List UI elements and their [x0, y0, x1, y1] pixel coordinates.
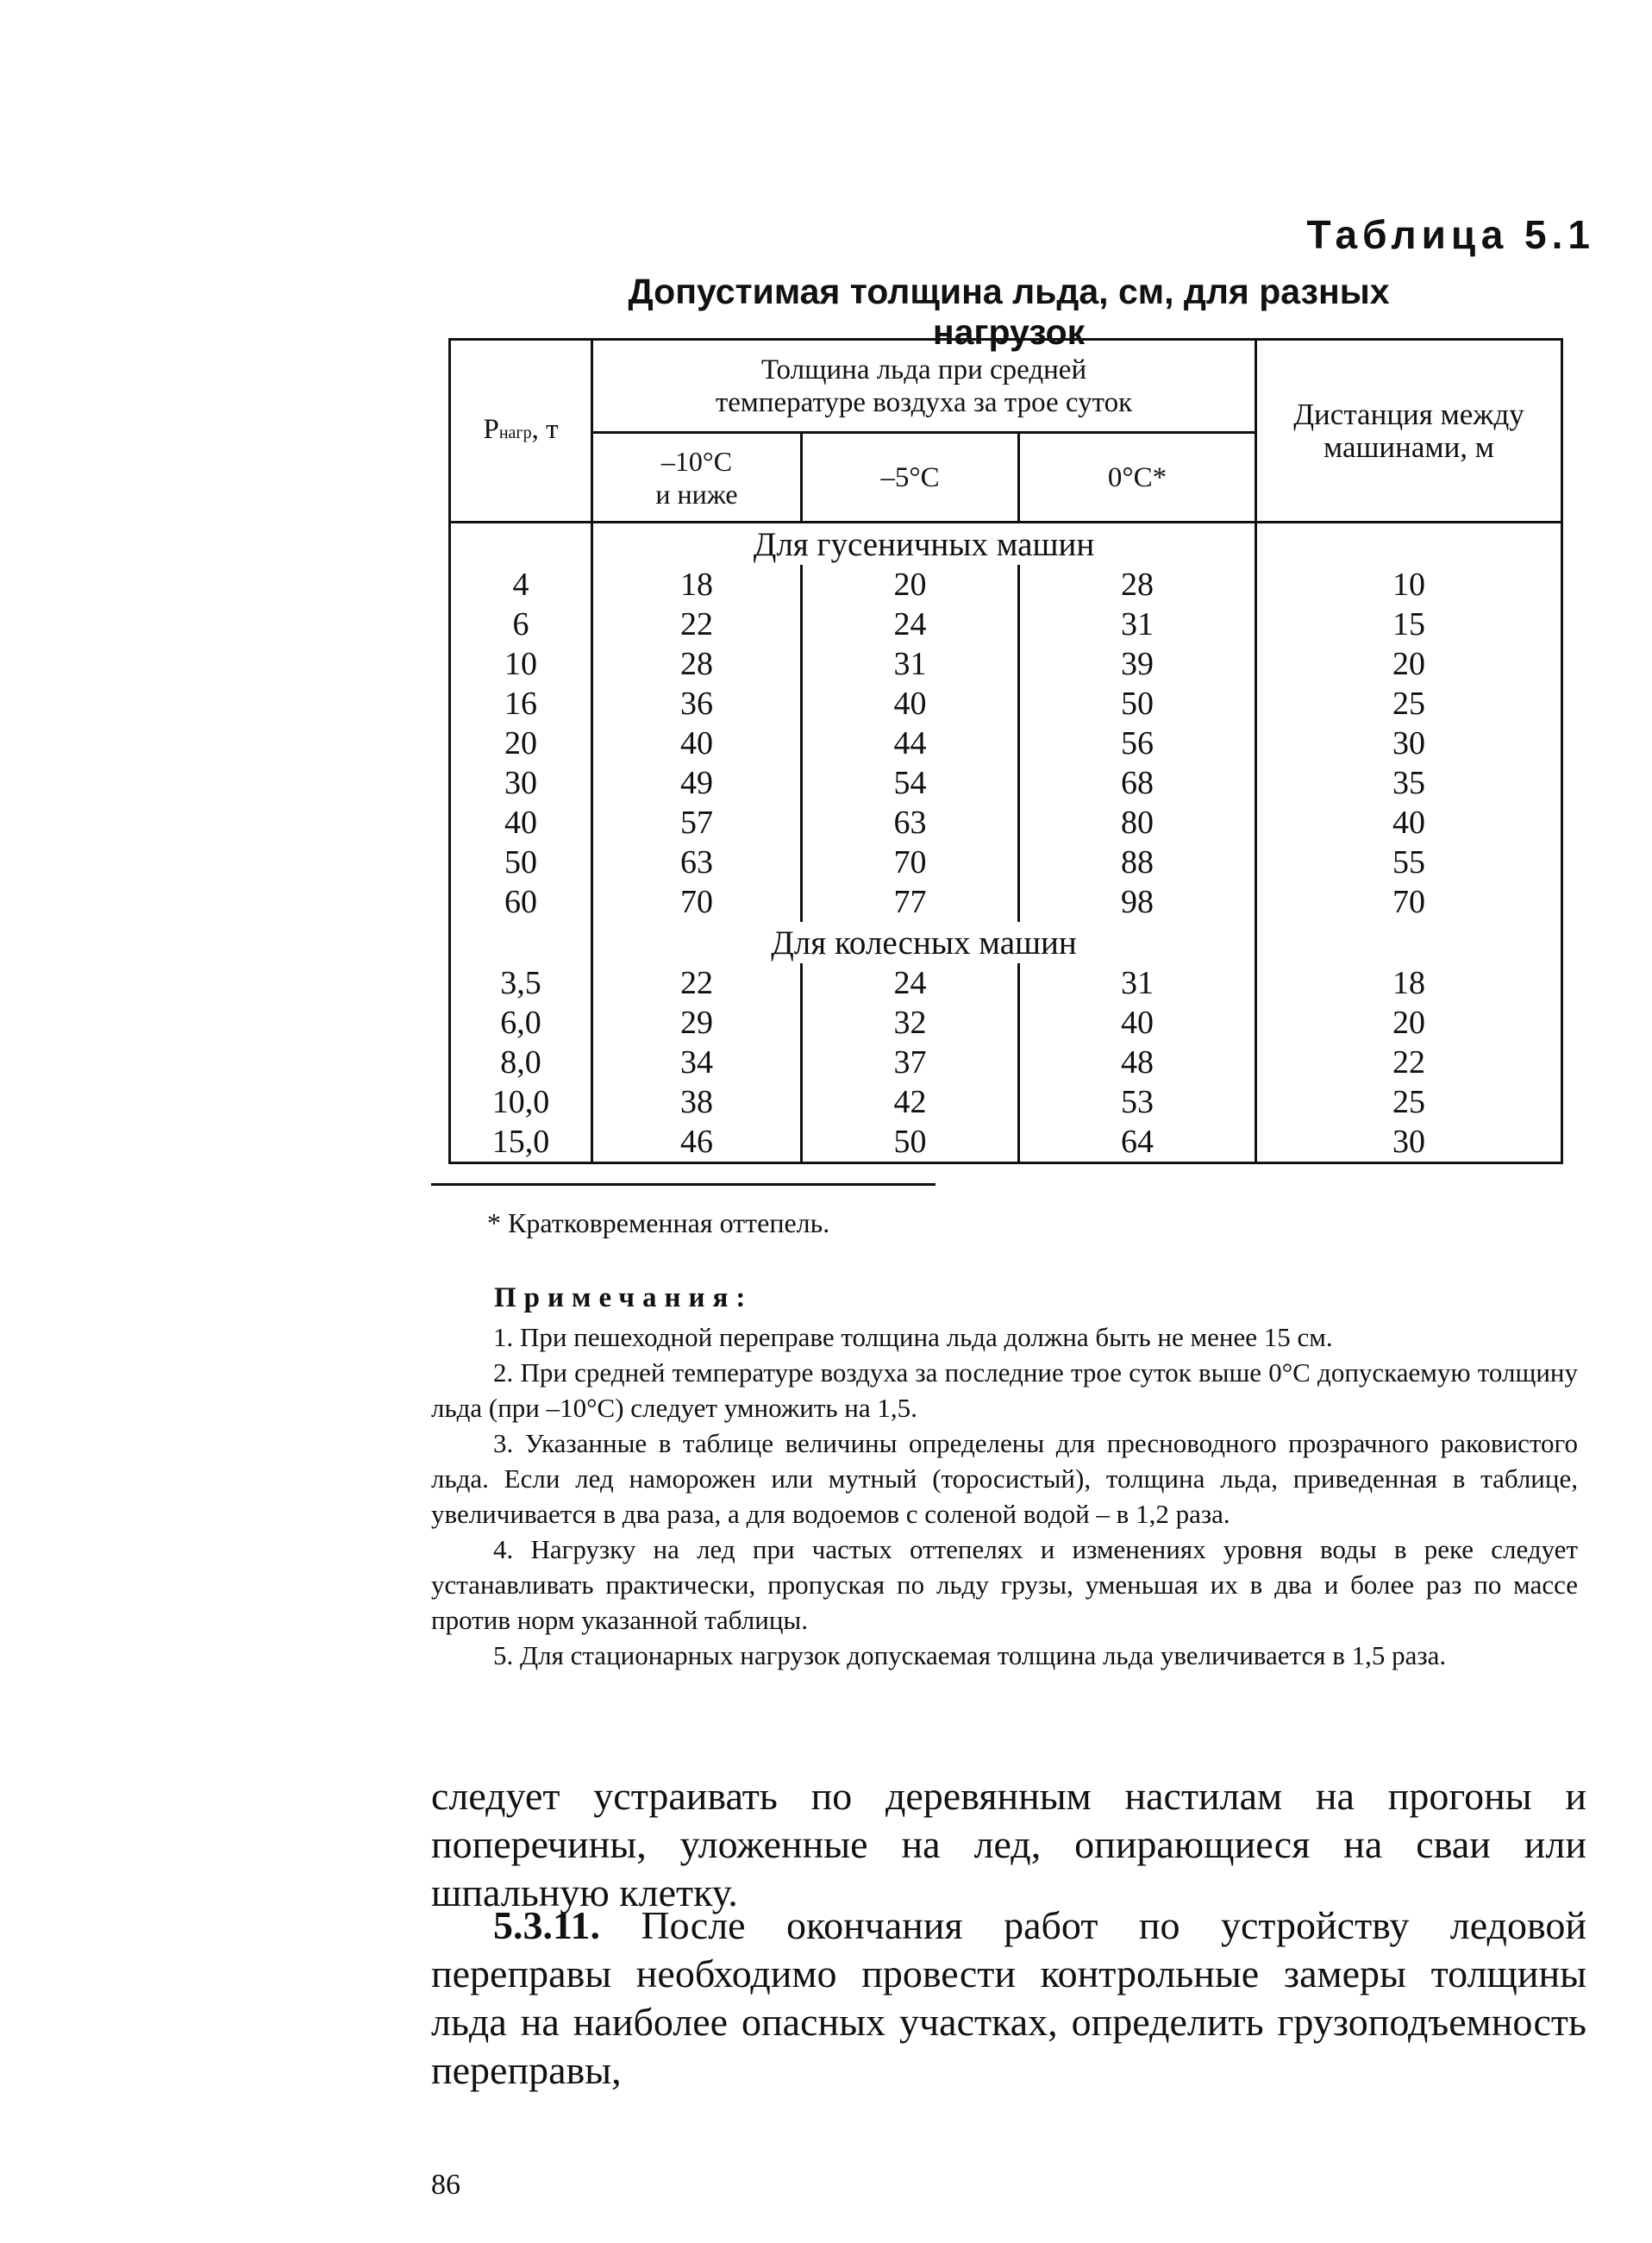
cell-load: 16 — [450, 684, 592, 724]
note-item: 3. Указанные в таблице величины определены для пресноводного прозрачного раковистого льда. Если лед наморожен или мутный (торосистый), толщина льда, приведенная в таблице, увеличивается в два раза, а для водоемов с соленой водой – в 1,2 раза. — [431, 1428, 1578, 1529]
notes-list — [431, 1319, 1578, 1673]
cell-distance: 55 — [1256, 843, 1562, 882]
note-item: 2. При средней температуре воздуха за последние трое суток выше 0°С допускаемую толщину льда (при –10°С) следует умножить на 1,5. — [431, 1357, 1578, 1423]
cell-distance: 25 — [1256, 1082, 1562, 1122]
body-continuation — [431, 1772, 1586, 1917]
table-row — [450, 1122, 1562, 1163]
cell-minus5: 42 — [802, 1082, 1019, 1122]
table-row — [450, 763, 1562, 803]
cell-minus10: 22 — [592, 605, 802, 644]
cell-load: 20 — [450, 724, 592, 763]
note-item: 4. Нагрузку на лед при частых оттепелях и изменениях уровня воды в реке следует устанавливать практически, пропуская по льду грузы, уменьшая их в два и более раз по массе против норм указанной таблицы. — [431, 1534, 1578, 1635]
cell-distance: 20 — [1256, 1003, 1562, 1043]
cell-distance: 25 — [1256, 684, 1562, 724]
cell-minus5: 63 — [802, 803, 1019, 843]
cell-distance: 18 — [1256, 963, 1562, 1003]
notes-heading: Примечания: — [494, 1282, 754, 1313]
cell-zero: 31 — [1019, 963, 1256, 1003]
cell-zero: 31 — [1019, 605, 1256, 644]
cell-load: 40 — [450, 803, 592, 843]
header-load: Рнагр, т — [450, 340, 592, 523]
cell-minus10: 63 — [592, 843, 802, 882]
cell-load: 15,0 — [450, 1122, 592, 1163]
section-number: 5.3.11. — [493, 1903, 600, 1947]
cell-minus10: 40 — [592, 724, 802, 763]
cell-load: 4 — [450, 565, 592, 605]
cell-load: 6 — [450, 605, 592, 644]
cell-minus10: 28 — [592, 644, 802, 684]
table-row — [450, 684, 1562, 724]
cell-load: 50 — [450, 843, 592, 882]
cell-minus10: 46 — [592, 1122, 802, 1163]
cell-distance: 30 — [1256, 1122, 1562, 1163]
cell-load: 30 — [450, 763, 592, 803]
cell-zero: 88 — [1019, 843, 1256, 882]
cell-distance: 10 — [1256, 565, 1562, 605]
header-minus10: –10°С и ниже — [592, 433, 802, 523]
cell-distance: 40 — [1256, 803, 1562, 843]
cell-distance: 15 — [1256, 605, 1562, 644]
section-row — [450, 922, 1562, 963]
cell-minus10: 22 — [592, 963, 802, 1003]
section-row — [450, 523, 1562, 566]
note-item: 5. Для стационарных нагрузок допускаемая толщина льда увеличивается в 1,5 раза. — [493, 1640, 1447, 1670]
page-number: 86 — [431, 2169, 460, 2201]
table-row — [450, 882, 1562, 922]
cell-distance: 22 — [1256, 1043, 1562, 1082]
cell-minus10: 18 — [592, 565, 802, 605]
cell-load: 6,0 — [450, 1003, 592, 1043]
cell-minus10: 34 — [592, 1043, 802, 1082]
cell-zero: 48 — [1019, 1043, 1256, 1082]
cell-distance: 35 — [1256, 763, 1562, 803]
header-distance: Дистанция между машинами, м — [1256, 340, 1562, 523]
footnote-divider — [431, 1183, 936, 1186]
section-paragraph-text — [431, 1902, 1586, 2095]
table-row — [450, 963, 1562, 1003]
table-row — [450, 1043, 1562, 1082]
cell-minus10: 29 — [592, 1003, 802, 1043]
table-title: Допустимая толщина льда, см, для разных нагрузок — [628, 272, 1390, 352]
cell-load: 8,0 — [450, 1043, 592, 1082]
table-row — [450, 803, 1562, 843]
table-row — [450, 605, 1562, 644]
cell-load: 10,0 — [450, 1082, 592, 1122]
cell-load: 3,5 — [450, 963, 592, 1003]
cell-minus10: 49 — [592, 763, 802, 803]
note-item: 1. При пешеходной переправе толщина льда должна быть не менее 15 см. — [493, 1322, 1333, 1352]
cell-minus5: 40 — [802, 684, 1019, 724]
cell-minus5: 32 — [802, 1003, 1019, 1043]
cell-distance: 20 — [1256, 644, 1562, 684]
cell-zero: 39 — [1019, 644, 1256, 684]
cell-minus5: 20 — [802, 565, 1019, 605]
table-row — [450, 843, 1562, 882]
cell-minus5: 24 — [802, 605, 1019, 644]
table-row — [450, 1003, 1562, 1043]
cell-minus5: 37 — [802, 1043, 1019, 1082]
cell-minus5: 54 — [802, 763, 1019, 803]
section-title: Для гусеничных машин — [592, 523, 1256, 566]
cell-minus10: 38 — [592, 1082, 802, 1122]
cell-minus5: 70 — [802, 843, 1019, 882]
cell-minus5: 50 — [802, 1122, 1019, 1163]
cell-minus10: 57 — [592, 803, 802, 843]
cell-minus10: 70 — [592, 882, 802, 922]
table-row — [450, 1082, 1562, 1122]
section-title: Для колесных машин — [592, 922, 1256, 963]
cell-minus10: 36 — [592, 684, 802, 724]
section-text: После окончания работ по устройству ледовой переправы необходимо провести контрольные замеры толщины льда на наиболее опасных участках, определить грузоподъемность переправы, — [431, 1903, 1586, 2092]
body-paragraph: следует устраивать по деревянным настилам на прогоны и поперечины, уложенные на лед, опирающиеся на сваи или шпальную клетку. — [431, 1774, 1586, 1914]
cell-minus5: 31 — [802, 644, 1019, 684]
header-zero: 0°С* — [1019, 433, 1256, 523]
cell-distance: 70 — [1256, 882, 1562, 922]
cell-load: 60 — [450, 882, 592, 922]
cell-zero: 56 — [1019, 724, 1256, 763]
section-paragraph — [431, 1902, 1586, 2095]
cell-distance: 30 — [1256, 724, 1562, 763]
header-minus5: –5°С — [802, 433, 1019, 523]
cell-zero: 80 — [1019, 803, 1256, 843]
cell-minus5: 77 — [802, 882, 1019, 922]
table-row — [450, 565, 1562, 605]
cell-minus5: 24 — [802, 963, 1019, 1003]
ice-thickness-table — [448, 338, 1563, 1164]
cell-minus5: 44 — [802, 724, 1019, 763]
cell-zero: 50 — [1019, 684, 1256, 724]
table-row — [450, 644, 1562, 684]
table-label: Таблица 5.1 — [1306, 212, 1595, 257]
header-thickness-group: Толщина льда при средней температуре воздуха за трое суток — [592, 340, 1256, 433]
cell-zero: 53 — [1019, 1082, 1256, 1122]
cell-zero: 40 — [1019, 1003, 1256, 1043]
cell-zero: 98 — [1019, 882, 1256, 922]
cell-zero: 28 — [1019, 565, 1256, 605]
cell-load: 10 — [450, 644, 592, 684]
table-row — [450, 724, 1562, 763]
cell-zero: 64 — [1019, 1122, 1256, 1163]
footnote: * Кратковременная оттепель. — [487, 1207, 830, 1238]
cell-zero: 68 — [1019, 763, 1256, 803]
